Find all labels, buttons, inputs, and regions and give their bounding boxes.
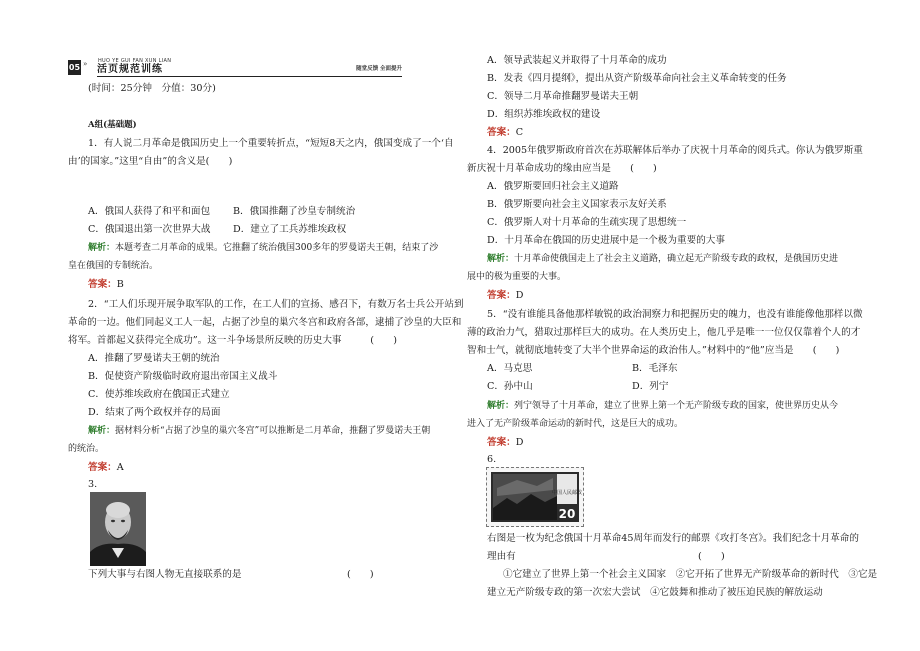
q4-analysis	[487, 250, 838, 268]
q1-analysis	[88, 239, 438, 257]
q2-answer-value: A	[116, 462, 124, 473]
lenin-portrait-image	[90, 492, 146, 566]
header-slogan: 随堂反馈 全面提升	[356, 66, 402, 72]
analysis-label: 解析：	[487, 254, 515, 264]
q1-stem-line2: 由’的国家。”这里“自由”的含义是( )	[68, 156, 233, 167]
q1-analysis-text2: 皇在俄国的专制统治。	[68, 261, 159, 271]
header-rule	[97, 76, 402, 77]
q4-option-b: B．俄罗斯要向社会主义国家表示友好关系	[487, 199, 667, 210]
q3-option-c: C．领导二月革命推翻罗曼诺夫王朝	[487, 91, 639, 102]
q2-option-a: A．推翻了罗曼诺夫王朝的统治	[88, 353, 220, 364]
q6-stem-line2: 理由有 ( )	[487, 551, 725, 562]
q5-option-c: C．孙中山	[487, 381, 533, 392]
q3-paren: ( )	[347, 569, 374, 580]
q4-analysis-text2: 展中的极为重要的大事。	[467, 272, 567, 282]
q3-number: 3.	[88, 479, 98, 490]
analysis-label: 解析：	[88, 426, 116, 436]
header-title: 活页规范训练	[97, 64, 163, 75]
storming-winter-palace-stamp-image	[486, 467, 584, 527]
page-header	[68, 58, 402, 78]
q3-option-b: B．发表《四月提纲》，提出从资产阶级革命向社会主义革命转变的任务	[487, 73, 787, 84]
q5-analysis	[487, 397, 838, 415]
q3-option-d: D．组织苏维埃政权的建设	[487, 109, 601, 120]
q2-stem-line1: 2．“工人们乐现开展争取军队的工作，在工人们的宣扬、感召下，有数万名士兵公开站到	[88, 299, 464, 310]
q6-options-line2: 建立无产阶级专政的第一次宏大尝试 ④它鼓舞和推动了被压迫民族的解放运动	[487, 587, 823, 598]
q4-answer-value: D	[515, 290, 524, 301]
q2-analysis	[88, 422, 430, 440]
q5-option-b: B．毛泽东	[632, 363, 678, 374]
stamp-country-text: 中国人民邮政	[551, 490, 583, 496]
q1-answer	[88, 276, 124, 294]
q2-answer	[88, 459, 124, 477]
q4-analysis-text1: 十月革命使俄国走上了社会主义道路，确立起无产阶级专政的政权，是俄国历史进	[514, 254, 839, 264]
q3-answer	[487, 124, 523, 142]
q4-option-c: C．俄罗斯人对十月革命的生疏实现了思想统一	[487, 217, 687, 228]
q3-option-a: A．领导武装起义并取得了十月革命的成功	[487, 55, 667, 66]
answer-label: 答案：	[88, 279, 117, 290]
answer-label: 答案：	[487, 127, 516, 138]
q5-option-a: A．马克思	[487, 363, 533, 374]
q4-option-d: D．十月革命在俄国的历史进展中是一个极为重要的大事	[487, 235, 725, 246]
q5-stem-line2: 薄的政治力气，猎取过那样巨大的成功。在人类历史上，他几乎是唯一一位仅仅靠着个人的才	[467, 327, 861, 338]
answer-label: 答案：	[487, 437, 516, 448]
q5-answer	[487, 434, 523, 452]
q5-analysis-text1: 列宁领导了十月革命，建立了世界上第一个无产阶级专政的国家，使世界历史从今	[514, 401, 839, 411]
q2-option-c: C．使苏维埃政府在俄国正式建立	[88, 389, 230, 400]
q2-analysis-text1: 据材料分析“占据了沙皇的巢穴冬宫”可以推断是二月革命，推翻了罗曼诺夫王朝	[115, 426, 431, 436]
q6-options-line1: ①它建立了世界上第一个社会主义国家 ②它开拓了世界无产阶级革命的新时代 ③它是	[503, 569, 878, 580]
q5-stem-line1: 5．“没有谁能具备他那样敏锐的政治洞察力和把握历史的魄力，也没有谁能像他那样以微	[487, 309, 863, 320]
q6-stem-line1: 右图是一枚为纪念俄国十月革命45周年而发行的邮票《攻打冬宫》。我们纪念十月革命的	[487, 533, 859, 544]
q2-stem-line3: 将军。首都起义获得完全成功”。这一斗争场景所反映的历史大事 ( )	[68, 335, 397, 346]
q1-stem-line1: 1．有人说二月革命是俄国历史上一个重要转折点，“短短8天之内，俄国变成了一个‘自	[88, 138, 454, 149]
q5-stem-line3: 智和士气，就彻底地转变了大半个世界命运的政治伟人。”材料中的“他”应当是 ( )	[467, 345, 840, 356]
q2-stem-line2: 革命的一边。他们同起义工人一起，占据了沙皇的巢穴冬宫和政府各部，逮捕了沙皇的大臣和	[68, 317, 462, 328]
stamp-value-text: 20	[558, 507, 576, 521]
q1-option-a: A．俄国人获得了和平和面包	[88, 206, 211, 217]
q2-option-d: D．结束了两个政权并存的局面	[88, 407, 221, 418]
q5-analysis-text2: 进入了无产阶级革命运动的新时代，这是巨大的成功。	[467, 419, 684, 429]
answer-label: 答案：	[487, 290, 516, 301]
group-heading: A组(基础题)	[88, 120, 137, 130]
q1-option-c: C．俄国退出第一次世界大战	[88, 224, 211, 235]
answer-label: 答案：	[88, 462, 117, 473]
q1-answer-value: B	[116, 279, 124, 290]
q3-answer-value: C	[515, 127, 524, 138]
meta-info: (时间：25分钟 分值：30分)	[88, 83, 216, 94]
q1-option-d: D．建立了工兵苏维埃政权	[233, 224, 347, 235]
double-chevron-icon: »	[83, 60, 88, 68]
section-number: 05	[68, 60, 81, 75]
analysis-label: 解析：	[88, 243, 116, 253]
q5-option-d: D．列宁	[632, 381, 669, 392]
header-pinyin: HUO YE GUI FAN XUN LIAN	[98, 58, 172, 64]
q4-answer	[487, 287, 523, 305]
analysis-label: 解析：	[487, 401, 515, 411]
q2-analysis-text2: 的统治。	[68, 444, 105, 454]
q4-stem-line2: 新庆祝十月革命成功的缘由应当是 ( )	[467, 163, 657, 174]
q1-option-b: B．俄国推翻了沙皇专制统治	[233, 206, 356, 217]
q6-number: 6.	[487, 454, 497, 465]
q3-stem: 下列大事与右图人物无直接联系的是	[88, 569, 242, 580]
q4-option-a: A．俄罗斯要回归社会主义道路	[487, 181, 619, 192]
q4-stem-line1: 4．2005年俄罗斯政府首次在苏联解体后举办了庆祝十月革命的阅兵式。你认为俄罗斯重	[487, 145, 863, 156]
q1-analysis-text1: 本题考查二月革命的成果。它推翻了统治俄国300多年的罗曼诺夫王朝，结束了沙	[115, 243, 439, 253]
q5-answer-value: D	[515, 437, 524, 448]
q2-option-b: B．促使资产阶级临时政府退出帝国主义战斗	[88, 371, 278, 382]
